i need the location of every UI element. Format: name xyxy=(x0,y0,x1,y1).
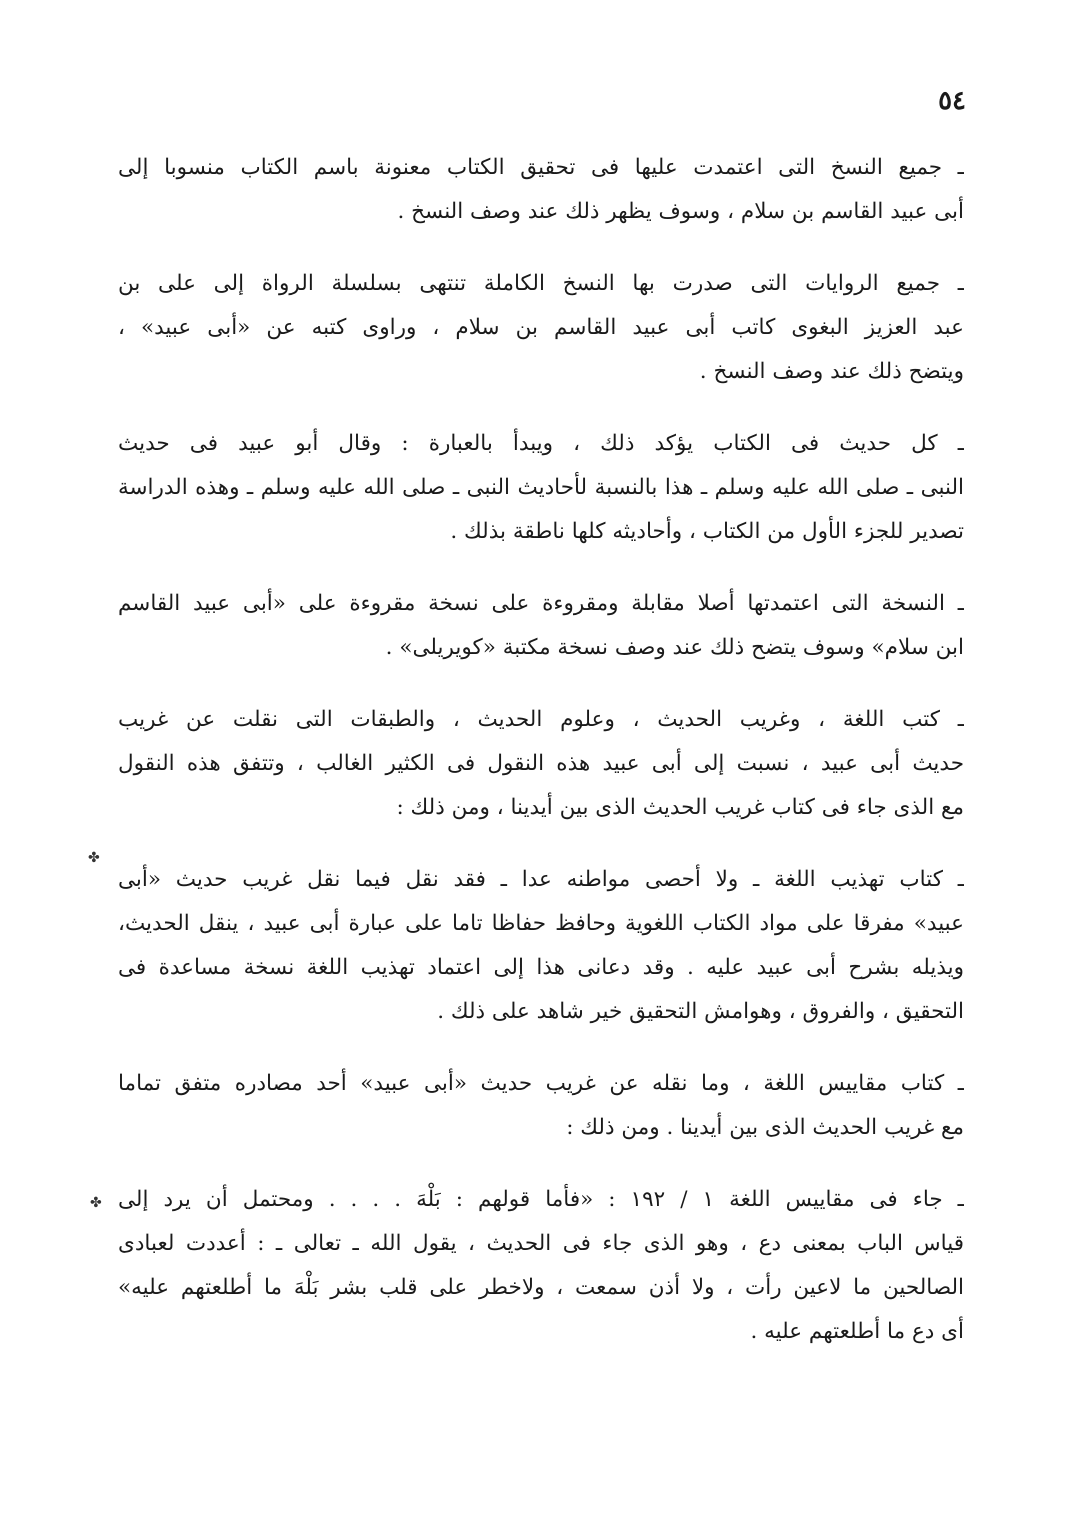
text-line: أى دع ما أطلعتهم عليه . xyxy=(750,1319,964,1344)
text-line: مع غريب الحديث الذى بين أيدينا . ومن ذلك : xyxy=(566,1115,964,1140)
text-line: ـ كل حديث فى الكتاب يؤكد ذلك ، ويبدأ بالعبارة : وقال أبو عبيد فى حديث xyxy=(118,431,964,456)
margin-mark: ✤ xyxy=(88,850,100,866)
text-line: التحقيق ، والفروق ، وهوامش التحقيق خير شاهد على ذلك . xyxy=(437,999,964,1024)
text-line: ابن سلام» وسوف يتضح ذلك عند وصف نسخة مكتبة «كويريلى» . xyxy=(385,635,964,660)
text-line: ـ جاء فى مقاييس اللغة ١ / ١٩٢ : «فأما قولهم : بَلْهَ . . . . ومحتمل أن يرد إلى xyxy=(118,1187,964,1212)
text-line: عبد العزيز البغوى كاتب أبى عبيد القاسم بن سلام ، وراوى كتبه عن «أبى عبيد» ، xyxy=(118,315,964,340)
paragraph-6 xyxy=(118,858,964,1034)
paragraph-8 xyxy=(118,1178,964,1354)
text-line: ـ كتب اللغة ، وغريب الحديث ، وعلوم الحديث ، والطبقات التى نقلت عن غريب xyxy=(118,707,964,732)
text-line: قياس الباب بمعنى دع ، وهو الذى جاء فى الحديث ، يقول الله ـ تعالى ـ : أعددت لعبادى xyxy=(118,1231,964,1256)
page-number: ٥٤ xyxy=(938,86,966,116)
margin-mark: ✤ xyxy=(90,1195,102,1211)
text-line: ـ جميع النسخ التى اعتمدت عليها فى تحقيق الكتاب معنونة باسم الكتاب منسوبا إلى xyxy=(118,155,964,180)
text-line: النبى ـ صلى الله عليه وسلم ـ هذا بالنسبة لأحاديث النبى ـ صلى الله عليه وسلم ـ وهذه الدراسة xyxy=(118,475,964,500)
paragraph-7 xyxy=(118,1062,964,1150)
paragraph-3 xyxy=(118,422,964,554)
text-line: ـ كتاب تهذيب اللغة ـ ولا أحصى مواطنه عدا ـ فقد نقل فيما نقل غريب حديث «أبى xyxy=(118,867,964,892)
text-line: أبى عبيد القاسم بن سلام ، وسوف يظهر ذلك عند وصف النسخ . xyxy=(397,199,964,224)
text-line: ويتضح ذلك عند وصف النسخ . xyxy=(699,359,964,384)
text-line: تصدير للجزء الأول من الكتاب ، وأحاديثه كلها ناطقة بذلك . xyxy=(450,519,964,544)
paragraph-1 xyxy=(118,146,964,234)
text-line: عبيد» مفرقا على مواد الكتاب اللغوية وحافظ حفاظا تاما على عبارة أبى عبيد ، ينقل الحديث، xyxy=(118,911,964,936)
text-line: مع الذى جاء فى كتاب غريب الحديث الذى بين أيدينا ، ومن ذلك : xyxy=(396,795,964,820)
text-line: ـ جميع الروايات التى صدرت بها النسخ الكاملة تنتهى بسلسلة الرواة إلى على بن xyxy=(118,271,964,296)
body-text xyxy=(118,146,964,1382)
text-line: ـ كتاب مقاييس اللغة ، وما نقله عن غريب حديث «أبى عبيد» أحد مصادره متفق تماما xyxy=(118,1071,964,1096)
paragraph-4 xyxy=(118,582,964,670)
text-line: الصالحين ما لاعين رأت ، ولا أذن سمعت ، ولاخطر على قلب بشر بَلْهَ ما أطلعتهم عليه» xyxy=(118,1275,964,1300)
text-line: ـ النسخة التى اعتمدتها أصلا مقابلة ومقروءة على نسخة مقروءة على «أبى عبيد القاسم xyxy=(118,591,964,616)
paragraph-2 xyxy=(118,262,964,394)
text-line: ويذيله بشرح أبى عبيد عليه . وقد دعانى هذا إلى اعتماد تهذيب اللغة نسخة مساعدة فى xyxy=(118,955,964,980)
paragraph-5 xyxy=(118,698,964,830)
text-line: حديث أبى عبيد ، نسبت إلى أبى عبيد هذه النقول فى الكثير الغالب ، وتتفق هذه النقول xyxy=(118,751,964,776)
